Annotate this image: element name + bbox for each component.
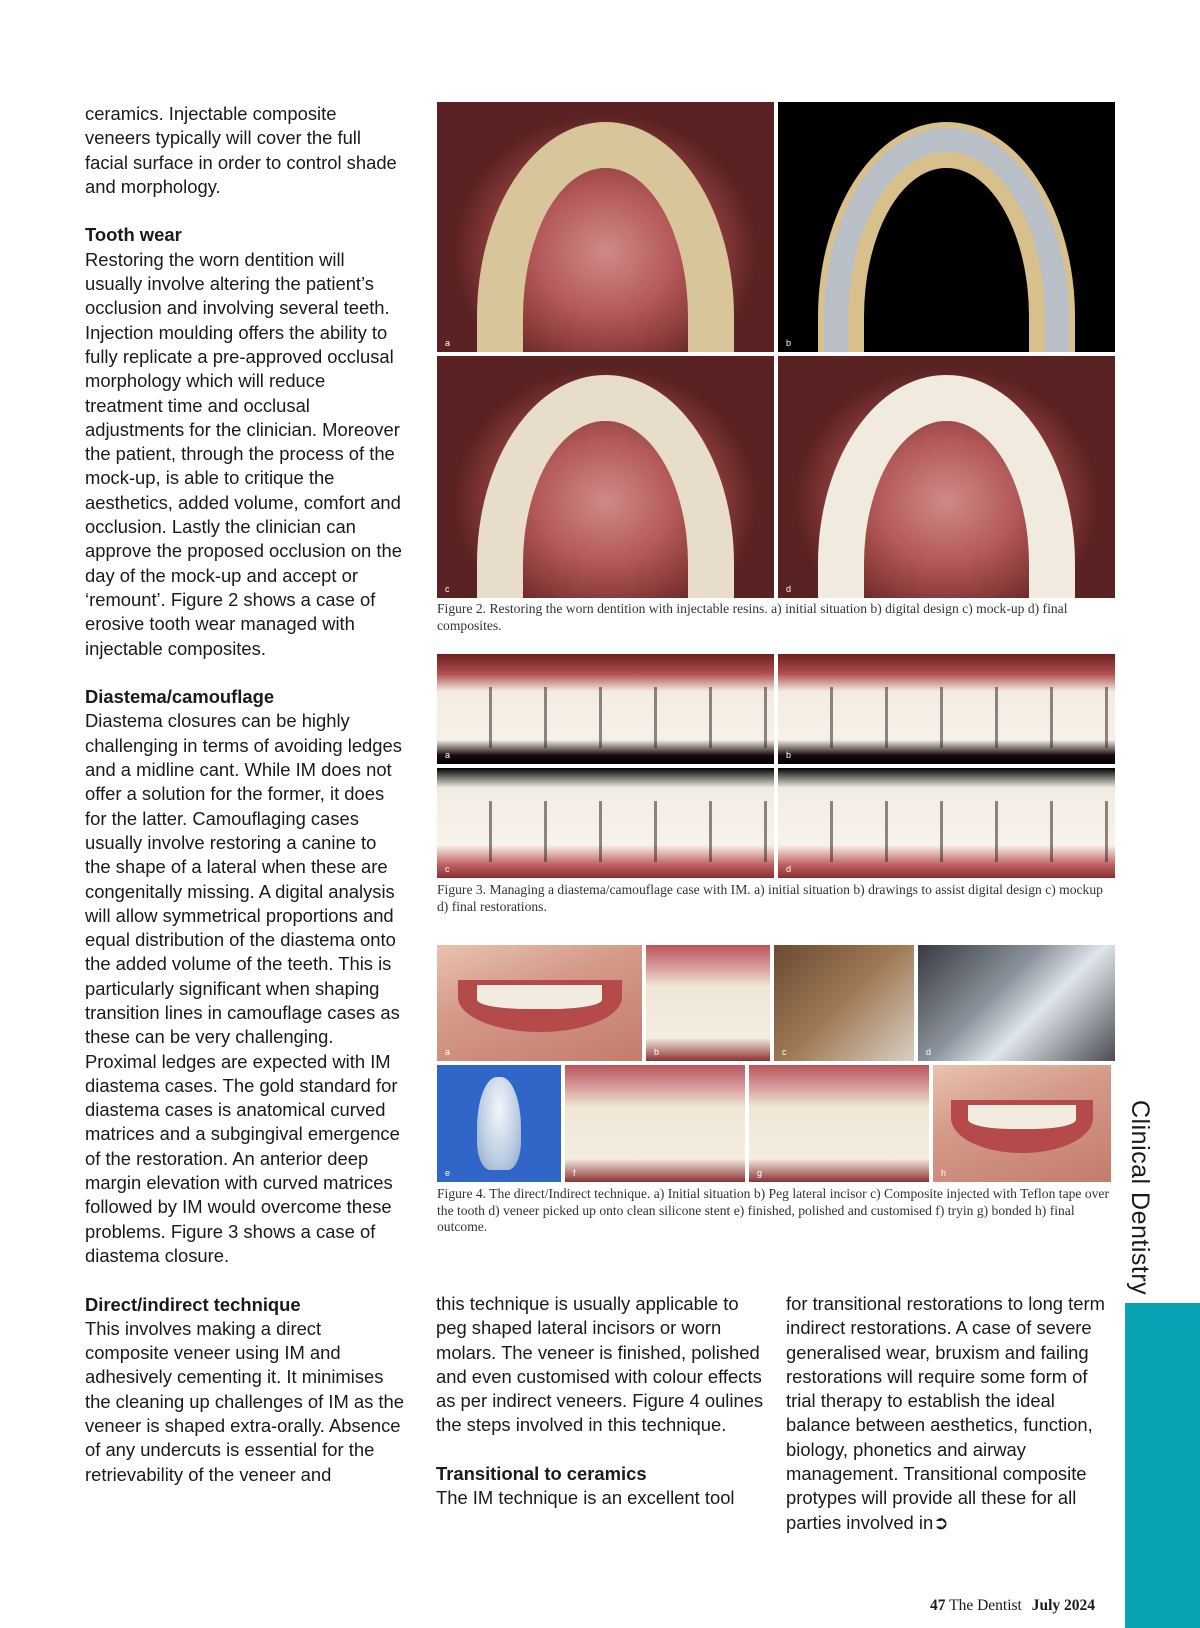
panel-label: b bbox=[786, 338, 792, 348]
figure-2-caption: Figure 2. Restoring the worn dentition with injectable resins. a) initial situation b) digital design c) mock-up d) final composites. bbox=[437, 601, 1068, 633]
photo-panel-digital-drawings bbox=[778, 654, 1115, 764]
figure-4-caption: Figure 4. The direct/Indirect technique. a) Initial situation b) Peg lateral incisor c) Composite injected with Teflon tape over the tooth d) veneer picked up onto clean silicone stent e) finished, polished and customised f) tryin g) bonded h) final outcome. bbox=[437, 1186, 1109, 1234]
section-heading-tooth-wear: Tooth wear bbox=[85, 224, 182, 246]
photo-panel-digital-design bbox=[778, 102, 1115, 352]
issue-date: July 2024 bbox=[1031, 1597, 1096, 1614]
panel-label: d bbox=[786, 864, 792, 874]
photo-panel-final-composites bbox=[778, 356, 1115, 598]
section-heading-transitional: Transitional to ceramics bbox=[436, 1463, 647, 1485]
panel-label: f bbox=[573, 1168, 576, 1178]
panel-label: a bbox=[445, 338, 451, 348]
body-paragraph: this technique is usually applicable to peg shaped lateral incisors or worn molars. The veneer is finished, polished and even customised with colour effects as per indirect veneers. Figure 4 oulines the steps involved in this technique. bbox=[436, 1293, 764, 1436]
section-tab-label: Clinical Dentistry bbox=[1126, 1100, 1154, 1296]
photo-panel-tryin bbox=[565, 1065, 745, 1182]
panel-label: c bbox=[445, 864, 450, 874]
photo-panel-peg-lateral bbox=[646, 945, 770, 1061]
body-paragraph: for transitional restorations to long term indirect restorations. A case of severe generalised wear, bruxism and failing restorations will require some form of trial therapy to establish the ideal balance between aesthetics, function, biology, phonetics and airway management. Transitional composite protypes will provide all these for all parties involved in➲ bbox=[786, 1293, 1105, 1533]
section-color-tab bbox=[1125, 1303, 1200, 1628]
page-footer bbox=[930, 1597, 1095, 1615]
photo-panel-finished-veneer bbox=[437, 1065, 561, 1182]
middle-text-column bbox=[436, 1292, 771, 1511]
panel-label: d bbox=[786, 584, 792, 594]
panel-label: a bbox=[445, 1047, 451, 1057]
panel-label: a bbox=[445, 750, 451, 760]
photo-panel-initial-situation bbox=[437, 654, 774, 764]
panel-label: c bbox=[782, 1047, 787, 1057]
photo-panel-final-outcome bbox=[933, 1065, 1111, 1182]
figure-2-image-grid bbox=[437, 102, 1115, 598]
left-text-column bbox=[85, 102, 405, 1487]
panel-label: b bbox=[786, 750, 792, 760]
figure-4-image-grid bbox=[437, 945, 1115, 1182]
panel-label: e bbox=[445, 1168, 451, 1178]
photo-panel-composite-injected bbox=[774, 945, 914, 1061]
panel-label: g bbox=[757, 1168, 763, 1178]
photo-panel-mock-up bbox=[437, 356, 774, 598]
photo-panel-bonded bbox=[749, 1065, 929, 1182]
body-paragraph: Restoring the worn dentition will usually involve altering the patient’s occlusion and involving several teeth. Injection moulding offers the ability to fully replicate a pre-approved occlusal morphology which will reduce treatment time and occlusal adjustments for the clinician. Moreover the patient, through the process of the mock-up, is able to critique the aesthetics, added volume, comfort and occlusion. Lastly the clinician can approve the proposed occlusion on the day of the mock-up and accept or ‘remount’. Figure 2 shows a case of erosive tooth wear managed with injectable composites. bbox=[85, 248, 402, 659]
panel-label: c bbox=[445, 584, 450, 594]
figure-3-image-grid bbox=[437, 654, 1115, 878]
right-text-column bbox=[786, 1292, 1106, 1535]
photo-panel-silicone-stent bbox=[918, 945, 1115, 1061]
continue-arrow-icon: ➲ bbox=[933, 1511, 949, 1533]
section-heading-diastema: Diastema/camouflage bbox=[85, 686, 275, 708]
publication-name: The Dentist bbox=[949, 1597, 1022, 1614]
body-paragraph: ceramics. Injectable composite veneers typically will cover the full facial surface in order to control shade and morphology. bbox=[85, 103, 397, 197]
panel-label: b bbox=[654, 1047, 660, 1057]
section-heading-direct-indirect: Direct/indirect technique bbox=[85, 1293, 301, 1315]
photo-panel-mockup bbox=[437, 768, 774, 878]
page-number: 47 bbox=[930, 1597, 946, 1614]
body-paragraph: This involves making a direct composite veneer using IM and adhesively cementing it. It minimises the cleaning up challenges of IM as the veneer is shaped extra-orally. Absence of any undercuts is essential for the retrievability of the veneer and bbox=[85, 1317, 404, 1485]
figure-3-caption: Figure 3. Managing a diastema/camouflage case with IM. a) initial situation b) drawings to assist digital design c) mockup d) final restorations. bbox=[437, 882, 1103, 914]
panel-label: h bbox=[941, 1168, 947, 1178]
panel-label: d bbox=[926, 1047, 932, 1057]
photo-panel-final-restorations bbox=[778, 768, 1115, 878]
photo-panel-initial-situation bbox=[437, 945, 642, 1061]
photo-panel-initial-situation bbox=[437, 102, 774, 352]
body-paragraph: Diastema closures can be highly challenging in terms of avoiding ledges and a midline cant. While IM does not offer a solution for the former, it does for the latter. Camouflaging cases usually involve restoring a canine to the shape of a lateral when these are congenitally missing. A digital analysis will allow symmetrical proportions and equal distribution of the diastema onto the added volume of the teeth. This is particularly significant when shaping transition lines in camouflage cases as these can be very challenging. Proximal ledges are expected with IM diastema cases. The gold standard for diastema cases is anatomical curved matrices and a subgingival emergence of the restoration. An anterior deep margin elevation with curved matrices followed by IM would overcome these problems. Figure 3 shows a case of diastema closure. bbox=[85, 710, 402, 1266]
body-paragraph: The IM technique is an excellent tool bbox=[436, 1487, 735, 1509]
